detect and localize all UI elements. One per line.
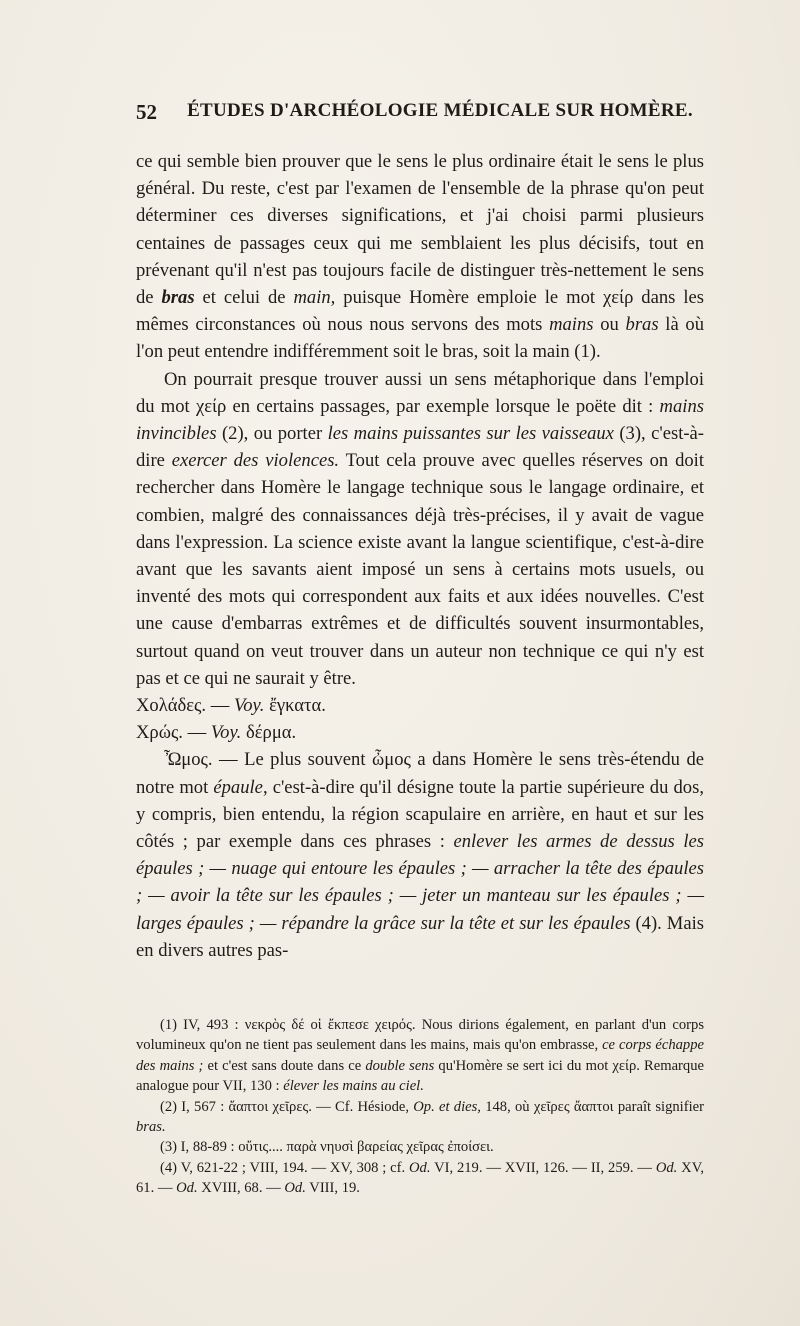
gloss-entry-chros (136, 719, 704, 746)
gloss-headword: Χολάδες. — (136, 695, 234, 717)
emphasis: mains invincibles (136, 395, 704, 445)
text-run: (4). Mais en divers autres pas- (136, 912, 704, 961)
text-run: là où l'on peut entendre indifféremment soit le bras, soit la main (1). (136, 314, 705, 363)
main-text (136, 148, 704, 964)
greek-word: χείρ (195, 395, 227, 417)
footnote-3: (3) I, 88-89 : οὔτις.... παρὰ νηυσὶ βαρείας χεῖρας ἐποίσει. (160, 1139, 494, 1156)
gloss-headword: Χρώς. — (136, 722, 211, 744)
footnotes (136, 1015, 704, 1199)
paragraph-metaphor (136, 366, 704, 692)
text-run: et celui de (194, 287, 294, 309)
footnote-1: (1) IV, 493 : νεκρὸς δέ οἱ ἔκπεσε χειρός. Nous dirions également, en parlant d'un corps volumineux qu'on ne tient pas seulement dans les mains, mais qu'on embrasse, ce corps échappe des mains ; et c'est sans doute dans ce double sens qu'Homère se sert ici du mot χείρ. Remarque analogue pour VII, 130 : élever les mains au ciel. (136, 1017, 704, 1095)
text-run: , c'est-à-dire qu'il désigne toute la partie supérieure du dos, y compris, bien entendu, la région scapulaire en arrière, en haut et sur les côtés ; par exemple dans ces phrases : (136, 776, 704, 853)
footnote-2: (2) I, 567 : ἄαπτοι χεῖρες. — Cf. Hésiode, Op. et dies, 148, où χεῖρες ἄαπτοι paraît signifier bras. (136, 1098, 704, 1136)
emphasis-bras: bras (161, 287, 195, 309)
text-run: ce qui semble bien prouver que le sens le plus ordinaire était le sens le plus général. Du reste, c'est par l'examen de l'ensemble de la phrase qu'on peut déterminer ces diverses significations, et j'ai choisi parmi plusieurs centaines de passages ceux qui me semblaient les plus décisifs, tout en prévenant qu'il n'est pas toujours facile de distinguer très-nettement le sens de (136, 151, 704, 309)
gloss-target: δέρμα. (241, 722, 297, 744)
text-run: ou (593, 314, 626, 336)
paragraph-omos (136, 746, 704, 964)
text-run: en certains passages, par exemple lorsque le poëte dit : (226, 395, 660, 417)
text-run: (3), c'est-à-dire (136, 423, 704, 472)
text-run: On pourrait presque trouver aussi un sens métaphorique dans l'emploi du mot (136, 368, 704, 417)
emphasis-bras: bras (625, 314, 659, 336)
emphasis-mains: mains (549, 314, 594, 336)
page-number: 52 (136, 100, 157, 124)
emphasis: les mains puissantes sur les vaisseaux (327, 423, 614, 445)
emphasis-epaule: épaule (213, 776, 263, 798)
text-run: puisque Homère emploie le mot (335, 287, 603, 309)
text-run: dans les mêmes circonstances où nous nous servons des mots (136, 287, 704, 336)
footnote-4: (4) V, 621-22 ; VIII, 194. — XV, 308 ; cf. Od. VI, 219. — XVII, 126. — II, 259. — Od. XV, 61. — Od. XVIII, 68. — Od. VIII, 19. (136, 1159, 705, 1197)
gloss-voy: Voy. (233, 695, 265, 717)
page-header (136, 100, 704, 130)
greek-word: χείρ (603, 287, 634, 309)
gloss-target: ἔγκατα. (264, 695, 326, 717)
text-run: a dans Homère le sens très-étendu de notre mot (136, 749, 704, 798)
text-run: Ὦμος. — Le plus souvent (164, 749, 372, 771)
text-run: (2), ou porter (216, 423, 328, 445)
gloss-entry-cholades (136, 692, 704, 719)
text-run: Tout cela prouve avec quelles réserves on doit rechercher dans Homère le langage technique sous le langage ordinaire, et combien, malgré des connaissances déjà très-précises, il y avait de vague dans l'expression. La science existe avant la langue scientifique, c'est-à-dire avant que les savants aient imposé un sens à certains mots usuels, ou inventé des mots qui correspondent aux faits et aux idées nouvelles. C'est une cause d'embarras extrêmes et de difficultés souvent insurmontables, surtout quand on veut trouver dans un auteur non technique ce qui n'y est pas et ce qui ne saurait y être. (136, 450, 704, 689)
emphasis-examples: enlever les armes de dessus les épaules ; — nuage qui entoure les épaules ; — arracher la tête des épaules ; — avoir la tête sur les épaules ; — jeter un manteau sur les épaules ; — larges épaules ; — répandre la grâce sur la tête et sur les épaules (136, 831, 704, 934)
emphasis-main: main, (293, 287, 336, 309)
greek-word: ὦμος (371, 749, 411, 771)
gloss-voy: Voy. (210, 722, 242, 744)
running-title: ÉTUDES D'ARCHÉOLOGIE MÉDICALE SUR HOMÈRE. (187, 100, 693, 121)
paragraph-continuation (136, 148, 704, 366)
emphasis: exercer des violences. (171, 450, 340, 472)
